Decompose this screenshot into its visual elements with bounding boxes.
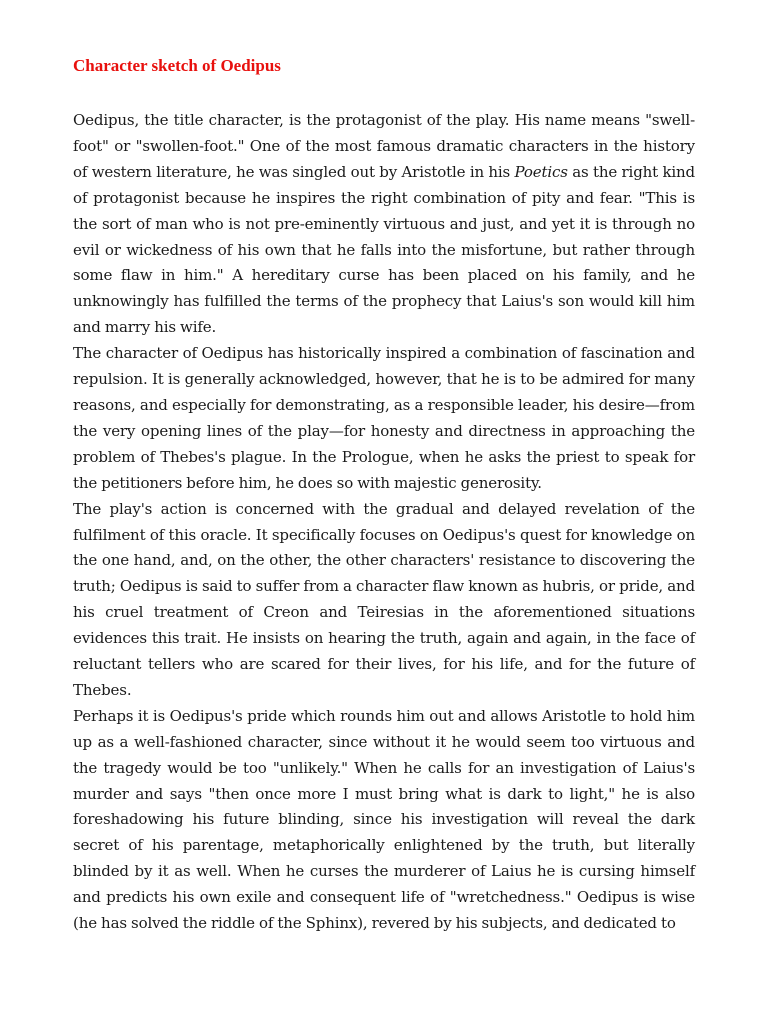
paragraph-1-text-b: as the right kind of protagonist because he inspires the right combination of pity and fear. "This is the sort of man who is not pre-eminently virtuous and just, and yet it is through no evil or wickedness of his own that he falls into the misfortune, but rather through some flaw in him." A hereditary curse has been placed on his family, and he unknowingly has fulfilled the terms of the prophecy that Laius's son would kill him and marry his wife. [73,162,695,337]
paragraph-1-text-a: Oedipus, the title character, is the protagonist of the play. His name means "swell-foot" or "swollen-foot." One of the most famous dramatic characters in the history of western literature, he was singled out by Aristotle in his [73,111,695,181]
paragraph-3: The play's action is concerned with the gradual and delayed revelation of the fulfilment of this oracle. It specifically focuses on Oedipus's quest for knowledge on the one hand, and, on the other, the other characters' resistance to discovering the truth; Oedipus is said to suffer from a character flaw known as hubris, or pride, and his cruel treatment of Creon and Teiresias in the aforementioned situations evidences this trait. He insists on hearing the truth, again and again, in the face of reluctant tellers who are scared for their lives, for his life, and for the future of Thebes. [73,499,695,699]
page-title: Character sketch of Oedipus [73,56,281,75]
paragraph-1 [73,108,695,341]
poetics-italic: Poetics [514,162,568,181]
paragraph-2: The character of Oedipus has historically inspired a combination of fascination and repulsion. It is generally acknowledged, however, that he is to be admired for many reasons, and especially for demonstrating, as a responsible leader, his desire—from the very opening lines of the play—for honesty and directness in approaching the problem of Thebes's plague. In the Prologue, when he asks the priest to speak for the petitioners before him, he does so with majestic generosity. [73,344,695,492]
paragraph-4: Perhaps it is Oedipus's pride which rounds him out and allows Aristotle to hold him up as a well-fashioned character, since without it he would seem too virtuous and the tragedy would be too "unlikely." When he calls for an investigation of Laius's murder and says "then once more I must bring what is dark to light," he is also foreshadowing his future blinding, since his investigation will reveal the dark secret of his parentage, metaphorically enlightened by the truth, but literally blinded by it as well. When he curses the murderer of Laius he is cursing himself and predicts his own exile and consequent life of "wretchedness." Oedipus is wise (he has solved the riddle of the Sphinx), revered by his subjects, and dedicated to [73,706,695,933]
